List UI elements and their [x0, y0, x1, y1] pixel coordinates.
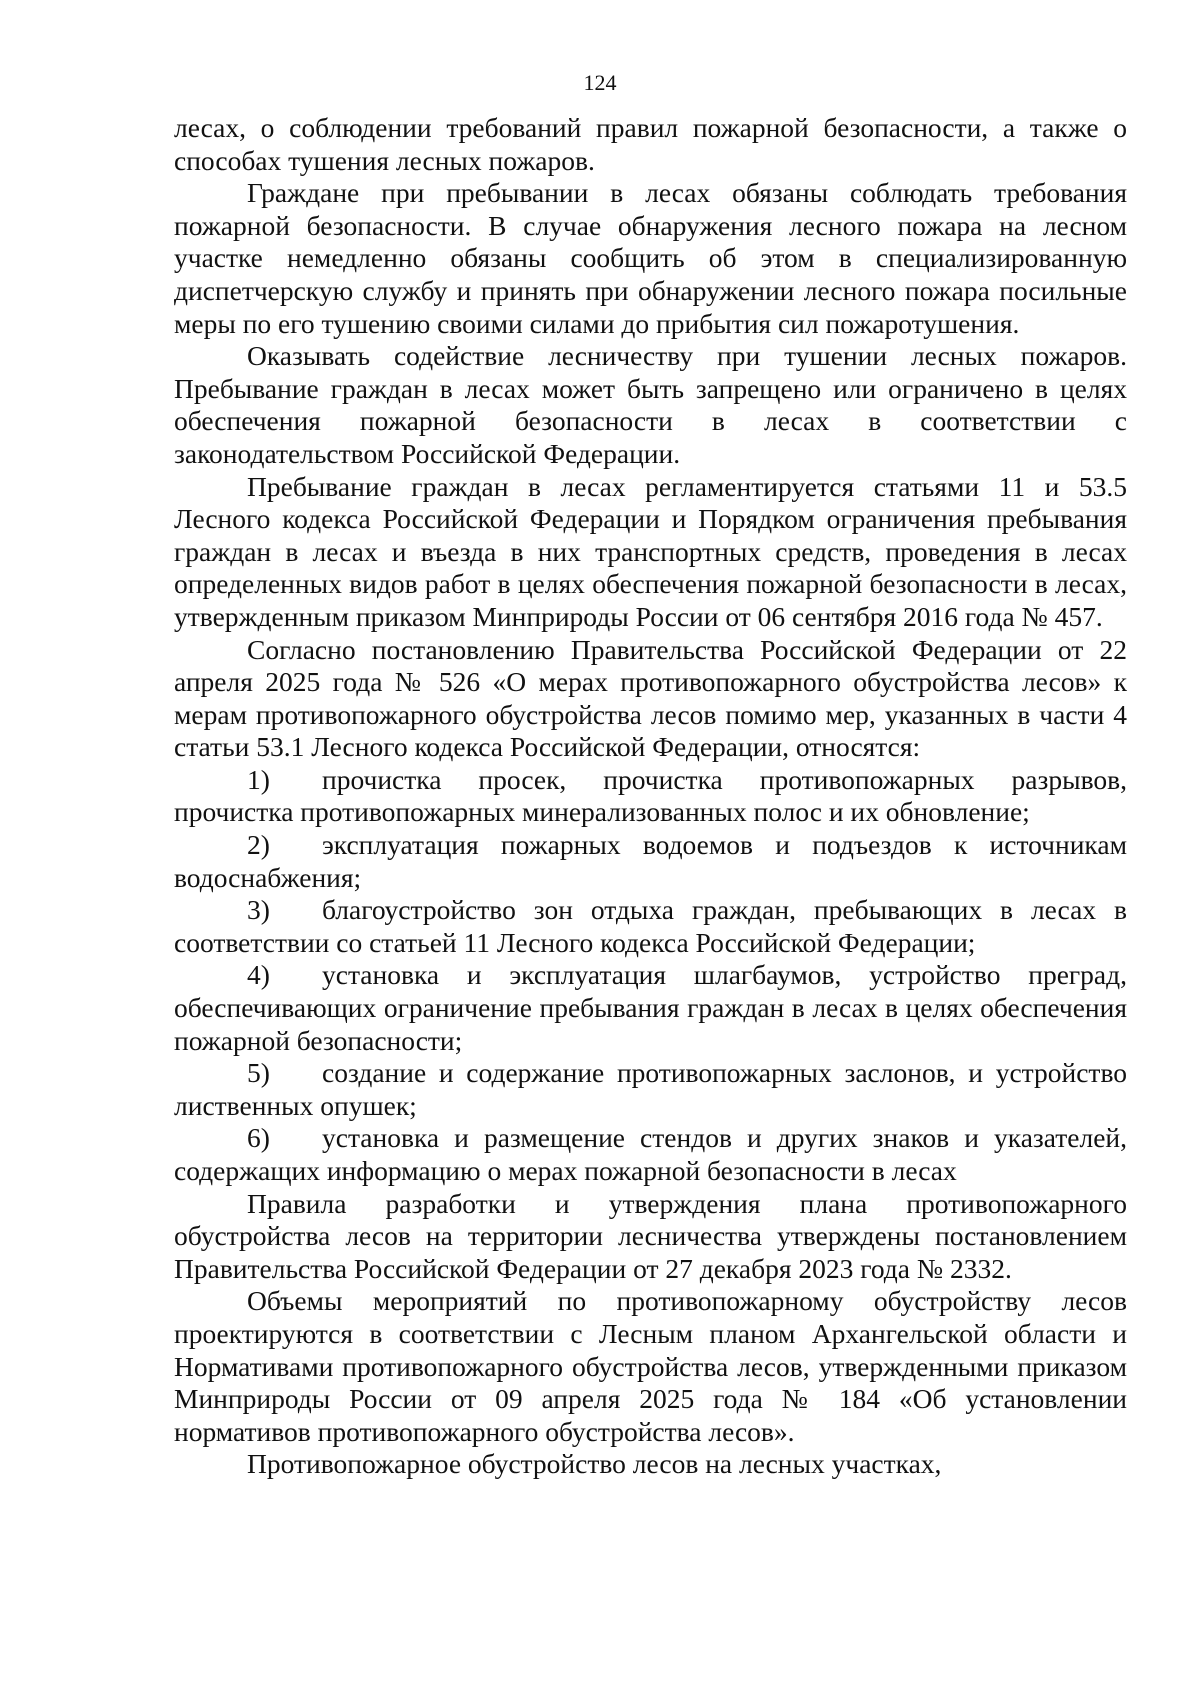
- paragraph-assistance: Оказывать содействие лесничеству при тушении лесных пожаров. Пребывание граждан в лесах может быть запрещено или ограничено в целях обеспечения пожарной безопасности в лесах в соответствии с законодательством Российской Федерации.: [174, 340, 1127, 469]
- paragraph-fire-arrangement: Противопожарное обустройство лесов на лесных участках,: [247, 1448, 942, 1480]
- list-item-number: 1): [247, 763, 270, 795]
- paragraph-continuation: лесах, о соблюдении требований правил пожарной безопасности, а также о способах тушения лесных пожаров.: [174, 112, 1127, 176]
- list-item: [174, 1057, 1127, 1122]
- list-item-text: установка и размещение стендов и других знаков и указателей, содержащих информацию о мерах пожарной безопасности в лесах: [174, 1122, 1127, 1186]
- list-item-text: создание и содержание противопожарных заслонов, и устройство лиственных опушек;: [174, 1057, 1127, 1121]
- list-item-text: прочистка просек, прочистка противопожарных разрывов, прочистка противопожарных минерализованных полос и их обновление;: [174, 763, 1127, 828]
- list-item-text: установка и эксплуатация шлагбаумов, устройство преград, обеспечивающих ограничение пребывания граждан в лесах в целях обеспечения пожарной безопасности;: [174, 959, 1127, 1056]
- list-item: [174, 764, 1127, 829]
- paragraph-citizens-obligations: Граждане при пребывании в лесах обязаны соблюдать требования пожарной безопасности. В случае обнаружения лесного пожара на лесном участке немедленно обязаны сообщить об этом в специализированную диспетчерскую службу и принять при обнаружении лесного пожара посильные меры по его тушению своими силами до прибытия сил пожаротушения.: [174, 177, 1127, 339]
- list-item-text: благоустройство зон отдыха граждан, пребывающих в лесах в соответствии со статьей 11 Лесного кодекса Российской Федерации;: [174, 894, 1127, 958]
- list-item: [174, 829, 1127, 894]
- list-item-number: 6): [247, 1122, 270, 1154]
- paragraph-government-decree: Согласно постановлению Правительства Российской Федерации от 22 апреля 2025 года № 526 «О мерах противопожарного обустройства лесов» к мерам противопожарного обустройства лесов помимо мер, указанных в части 4 статьи 53.1 Лесного кодекса Российской Федерации, относятся:: [174, 633, 1127, 763]
- list-item: [174, 1122, 1127, 1187]
- paragraph-regulation: Пребывание граждан в лесах регламентируется статьями 11 и 53.5 Лесного кодекса Российской Федерации и Порядком ограничения пребывания граждан в лесах и въезда в них транспортных средств, проведения в лесах определенных видов работ в целях обеспечения пожарной безопасности в лесах, утвержденным приказом Минприроды России от 06 сентября 2016 года № 457.: [174, 470, 1127, 632]
- list-item-number: 2): [247, 829, 270, 861]
- list-item: [174, 894, 1127, 959]
- list-item-text: эксплуатация пожарных водоемов и подъездов к источникам водоснабжения;: [174, 829, 1127, 893]
- list-item-number: 5): [247, 1057, 270, 1089]
- document-body: [174, 112, 1127, 1481]
- list-item: [174, 959, 1127, 1057]
- list-item-number: 4): [247, 959, 270, 991]
- paragraph-plan-rules: Правила разработки и утверждения плана противопожарного обустройства лесов на территории лесничества утверждены постановлением Правительства Российской Федерации от 27 декабря 2023 года № 2332.: [174, 1187, 1127, 1284]
- list-item-number: 3): [247, 894, 270, 926]
- page-number: 124: [583, 70, 617, 95]
- paragraph-volumes: Объемы мероприятий по противопожарному обустройству лесов проектируются в соответствии с Лесным планом Архангельской области и Нормативами противопожарного обустройства лесов, утвержденными приказом Минприроды России от 09 апреля 2025 года № 184 «Об установлении нормативов противопожарного обустройства лесов».: [174, 1285, 1127, 1447]
